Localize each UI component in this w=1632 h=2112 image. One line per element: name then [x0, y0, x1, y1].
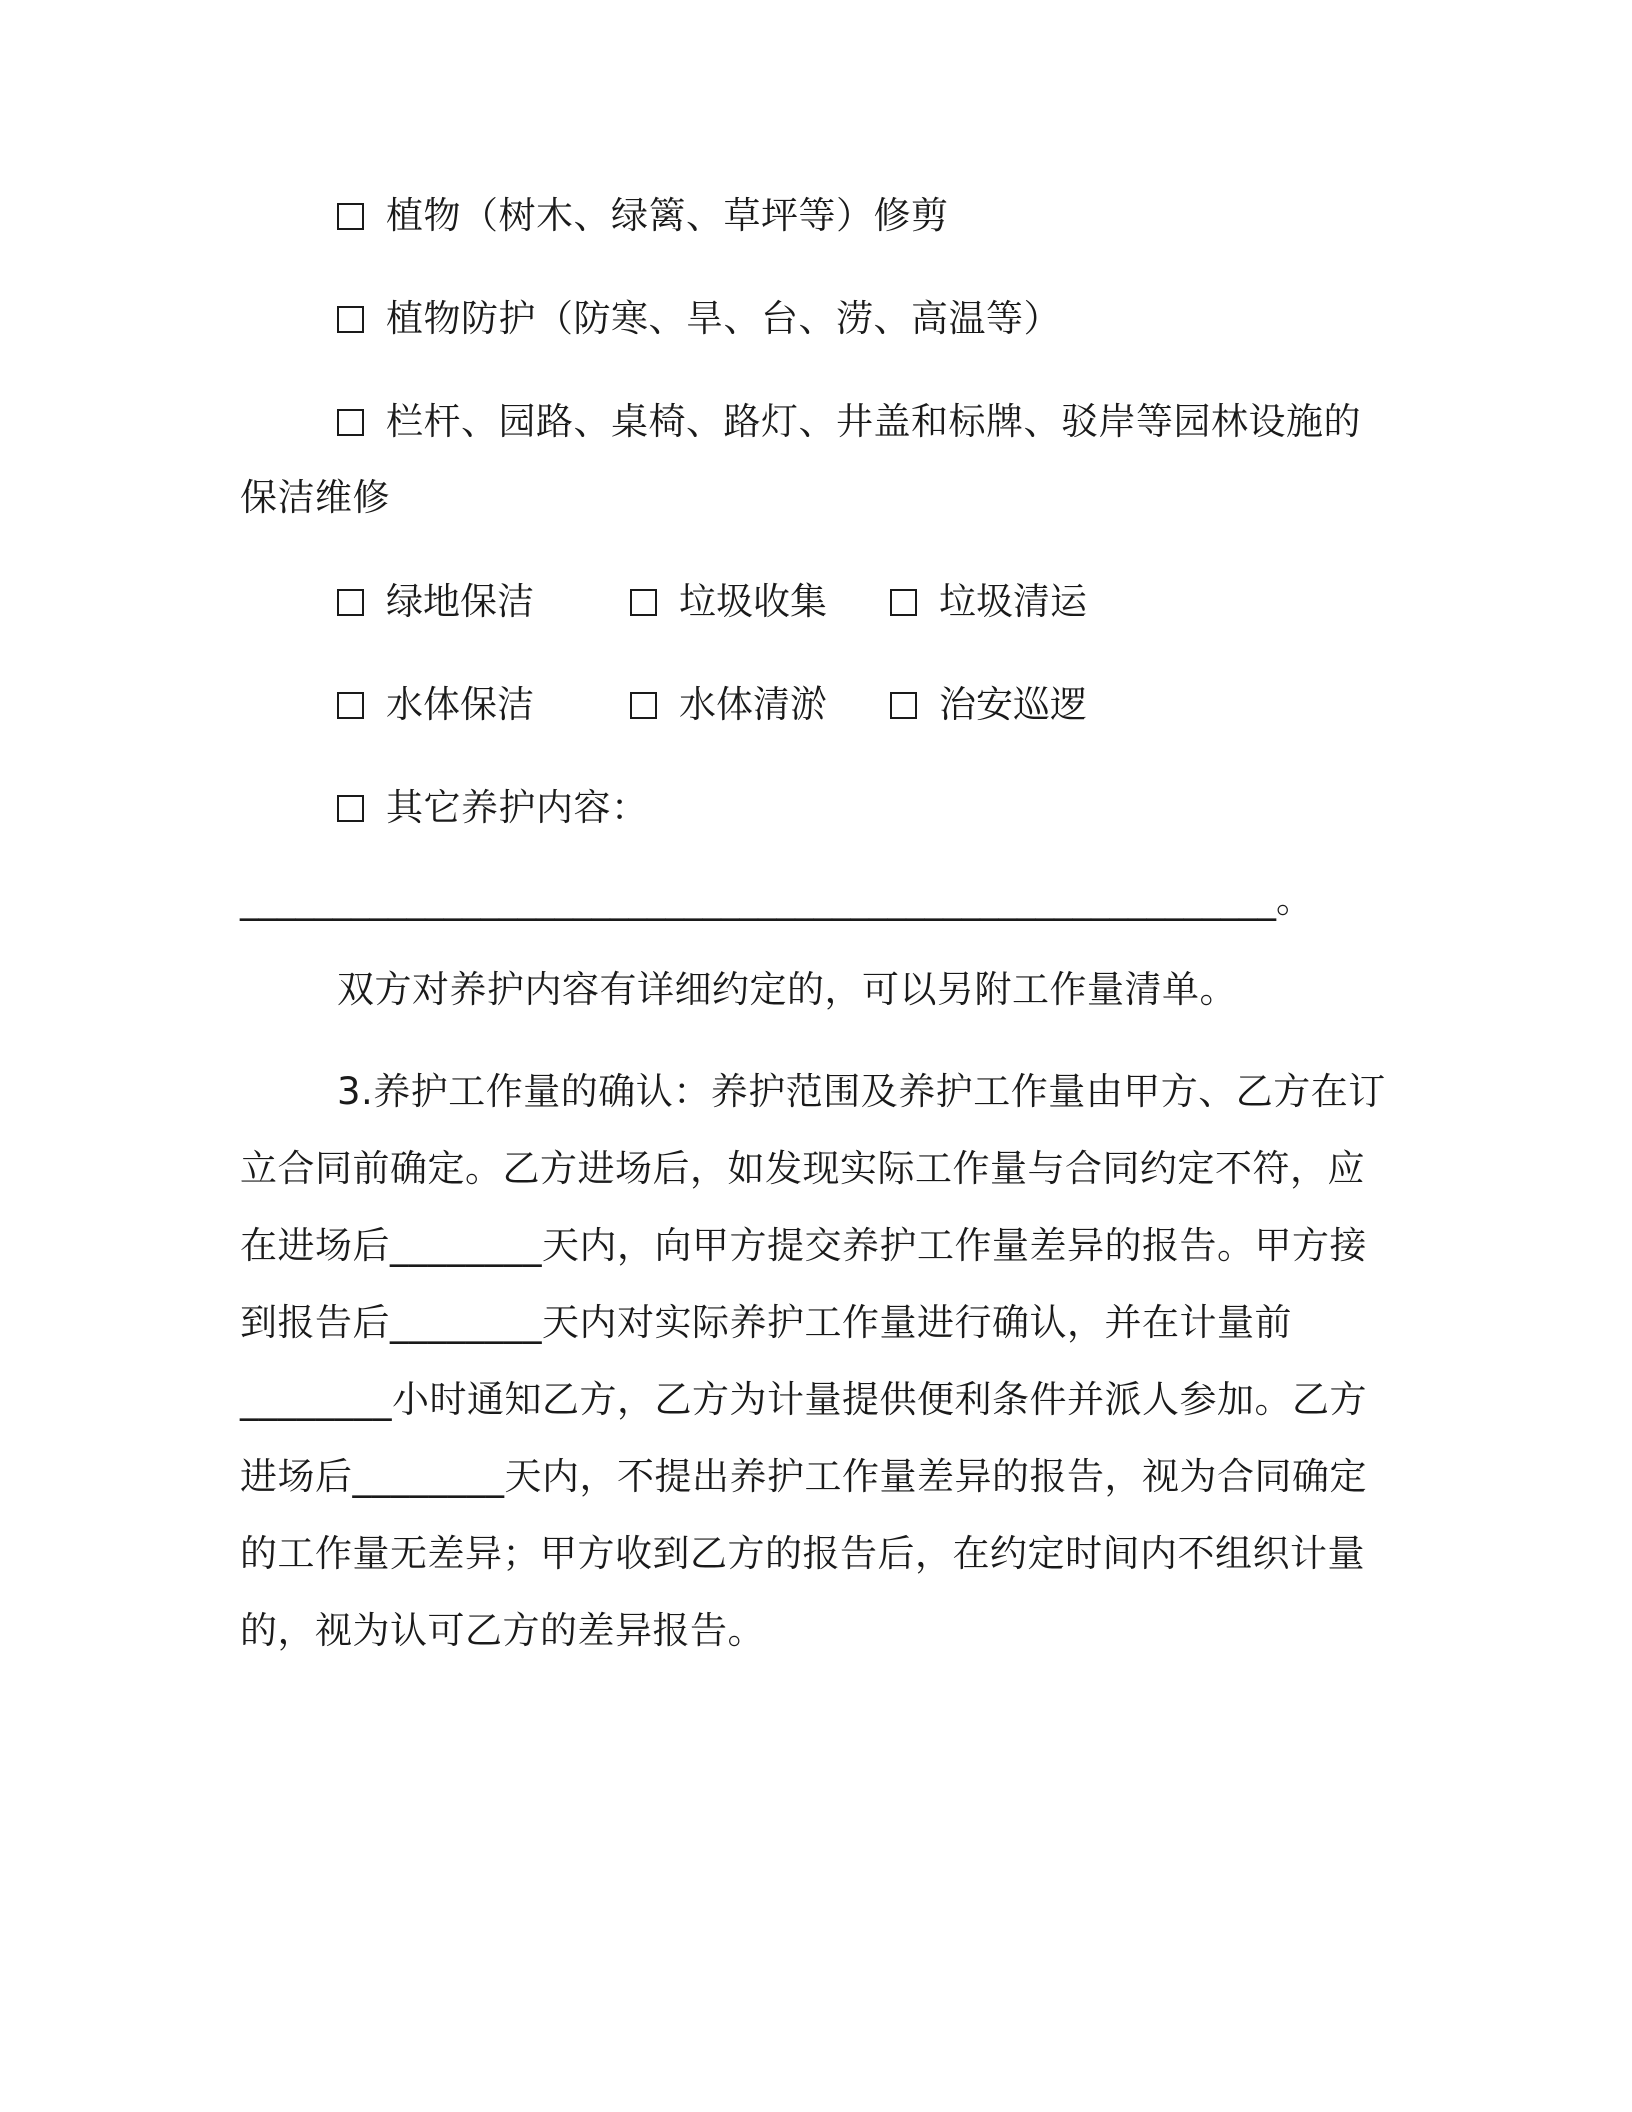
checkbox-icon[interactable]	[630, 589, 657, 616]
workload-list-note: 双方对养护内容有详细约定的，可以另附工作量清单。	[337, 968, 1237, 1011]
checkbox-security-patrol	[890, 683, 1087, 727]
section3-line-3: 在进场后________天内，向甲方提交养护工作量差异的报告。甲方接	[240, 1224, 1367, 1267]
checklist-item-label: 栏杆、园路、桌椅、路灯、井盖和标牌、驳岸等园林设施的	[386, 400, 1361, 443]
other-content-blank-line[interactable]: ________________________________________________________。	[240, 878, 1313, 921]
checkbox-icon[interactable]	[337, 409, 364, 436]
checkbox-icon[interactable]	[630, 692, 657, 719]
checkbox-icon[interactable]	[890, 692, 917, 719]
section3-line-1: 3.养护工作量的确认：养护范围及养护工作量由甲方、乙方在订	[337, 1070, 1386, 1113]
checkbox-garbage-collection	[630, 580, 827, 624]
checklist-item-label: 植物防护（防寒、旱、台、涝、高温等）	[386, 297, 1061, 340]
checklist-item-protection	[337, 297, 1061, 341]
checkbox-icon[interactable]	[337, 203, 364, 230]
checkbox-label: 垃圾清运	[939, 580, 1087, 623]
checkbox-icon[interactable]	[337, 589, 364, 616]
section3-line-7: 的工作量无差异；甲方收到乙方的报告后，在约定时间内不组织计量	[240, 1532, 1365, 1575]
checkbox-water-dredging	[630, 683, 827, 727]
checkbox-icon[interactable]	[890, 589, 917, 616]
checkbox-icon[interactable]	[337, 795, 364, 822]
section3-line-5: ________小时通知乙方，乙方为计量提供便利条件并派人参加。乙方	[240, 1378, 1367, 1421]
checkbox-label: 垃圾收集	[679, 580, 827, 623]
checkbox-label: 绿地保洁	[386, 580, 534, 623]
section3-line-6: 进场后________天内，不提出养护工作量差异的报告，视为合同确定	[240, 1455, 1367, 1498]
checklist-item-pruning	[337, 194, 949, 238]
section3-line-4: 到报告后________天内对实际养护工作量进行确认，并在计量前	[240, 1301, 1292, 1344]
checklist-item-facilities	[337, 400, 1361, 444]
checkbox-label: 治安巡逻	[939, 683, 1087, 726]
checklist-item-continuation: 保洁维修	[240, 476, 390, 519]
checkbox-green-cleaning	[337, 580, 534, 624]
checklist-item-other	[337, 786, 649, 830]
section3-line-2: 立合同前确定。乙方进场后，如发现实际工作量与合同约定不符，应	[240, 1147, 1365, 1190]
checkbox-garbage-transport	[890, 580, 1087, 624]
checkbox-icon[interactable]	[337, 692, 364, 719]
checklist-item-label: 植物（树木、绿篱、草坪等）修剪	[386, 194, 949, 237]
checkbox-label: 水体清淤	[679, 683, 827, 726]
section3-line-8: 的，视为认可乙方的差异报告。	[240, 1609, 765, 1652]
checkbox-label: 水体保洁	[386, 683, 534, 726]
checklist-item-label: 其它养护内容：	[386, 786, 649, 829]
checkbox-icon[interactable]	[337, 306, 364, 333]
checkbox-water-cleaning	[337, 683, 534, 727]
